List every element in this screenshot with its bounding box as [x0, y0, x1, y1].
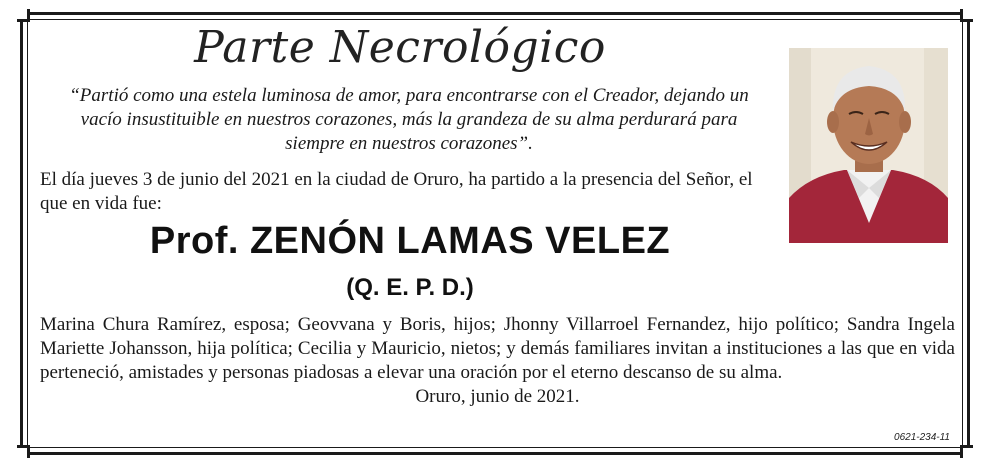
notice-title: Parte Necrológico	[194, 22, 606, 73]
deceased-portrait-photo	[789, 48, 948, 243]
deceased-name: Prof. ZENÓN LAMAS VELEZ	[149, 220, 671, 262]
closing-place-date: Oruro, junio de 2021.	[415, 386, 580, 407]
intro-paragraph: El día jueves 3 de junio del 2021 en la ciudad de Oruro, ha partido a la presencia del Señor, el que en vida fue:	[40, 169, 753, 214]
portrait-illustration	[789, 48, 948, 243]
family-invitation-paragraph: Marina Chura Ramírez, esposa; Geovvana y Boris, hijos; Jhonny Villarroel Fernandez, hijo político; Sandra Ingela Mariette Johansson, hija política; Cecilia y Mauricio, nietos; y demás familiares invitan a instituciones a las que en vida perteneció, amistades y personas piadosas a elevar una oración por el eterno descanso de su alma.	[40, 314, 955, 383]
memorial-quote: “Partió como una estela luminosa de amor, para encontrarse con el Creador, dejando un vacío insustituible en nuestros corazones, más la grandeza de su alma perdurará para siempre en nuestros corazones”.	[69, 85, 749, 154]
corner-ornament	[17, 9, 30, 22]
corner-ornament	[17, 445, 30, 458]
qepd-label: (Q. E. P. D.)	[346, 274, 474, 301]
corner-ornament	[960, 9, 973, 22]
reference-code: 0621-234-11	[894, 432, 950, 443]
corner-ornament	[960, 445, 973, 458]
